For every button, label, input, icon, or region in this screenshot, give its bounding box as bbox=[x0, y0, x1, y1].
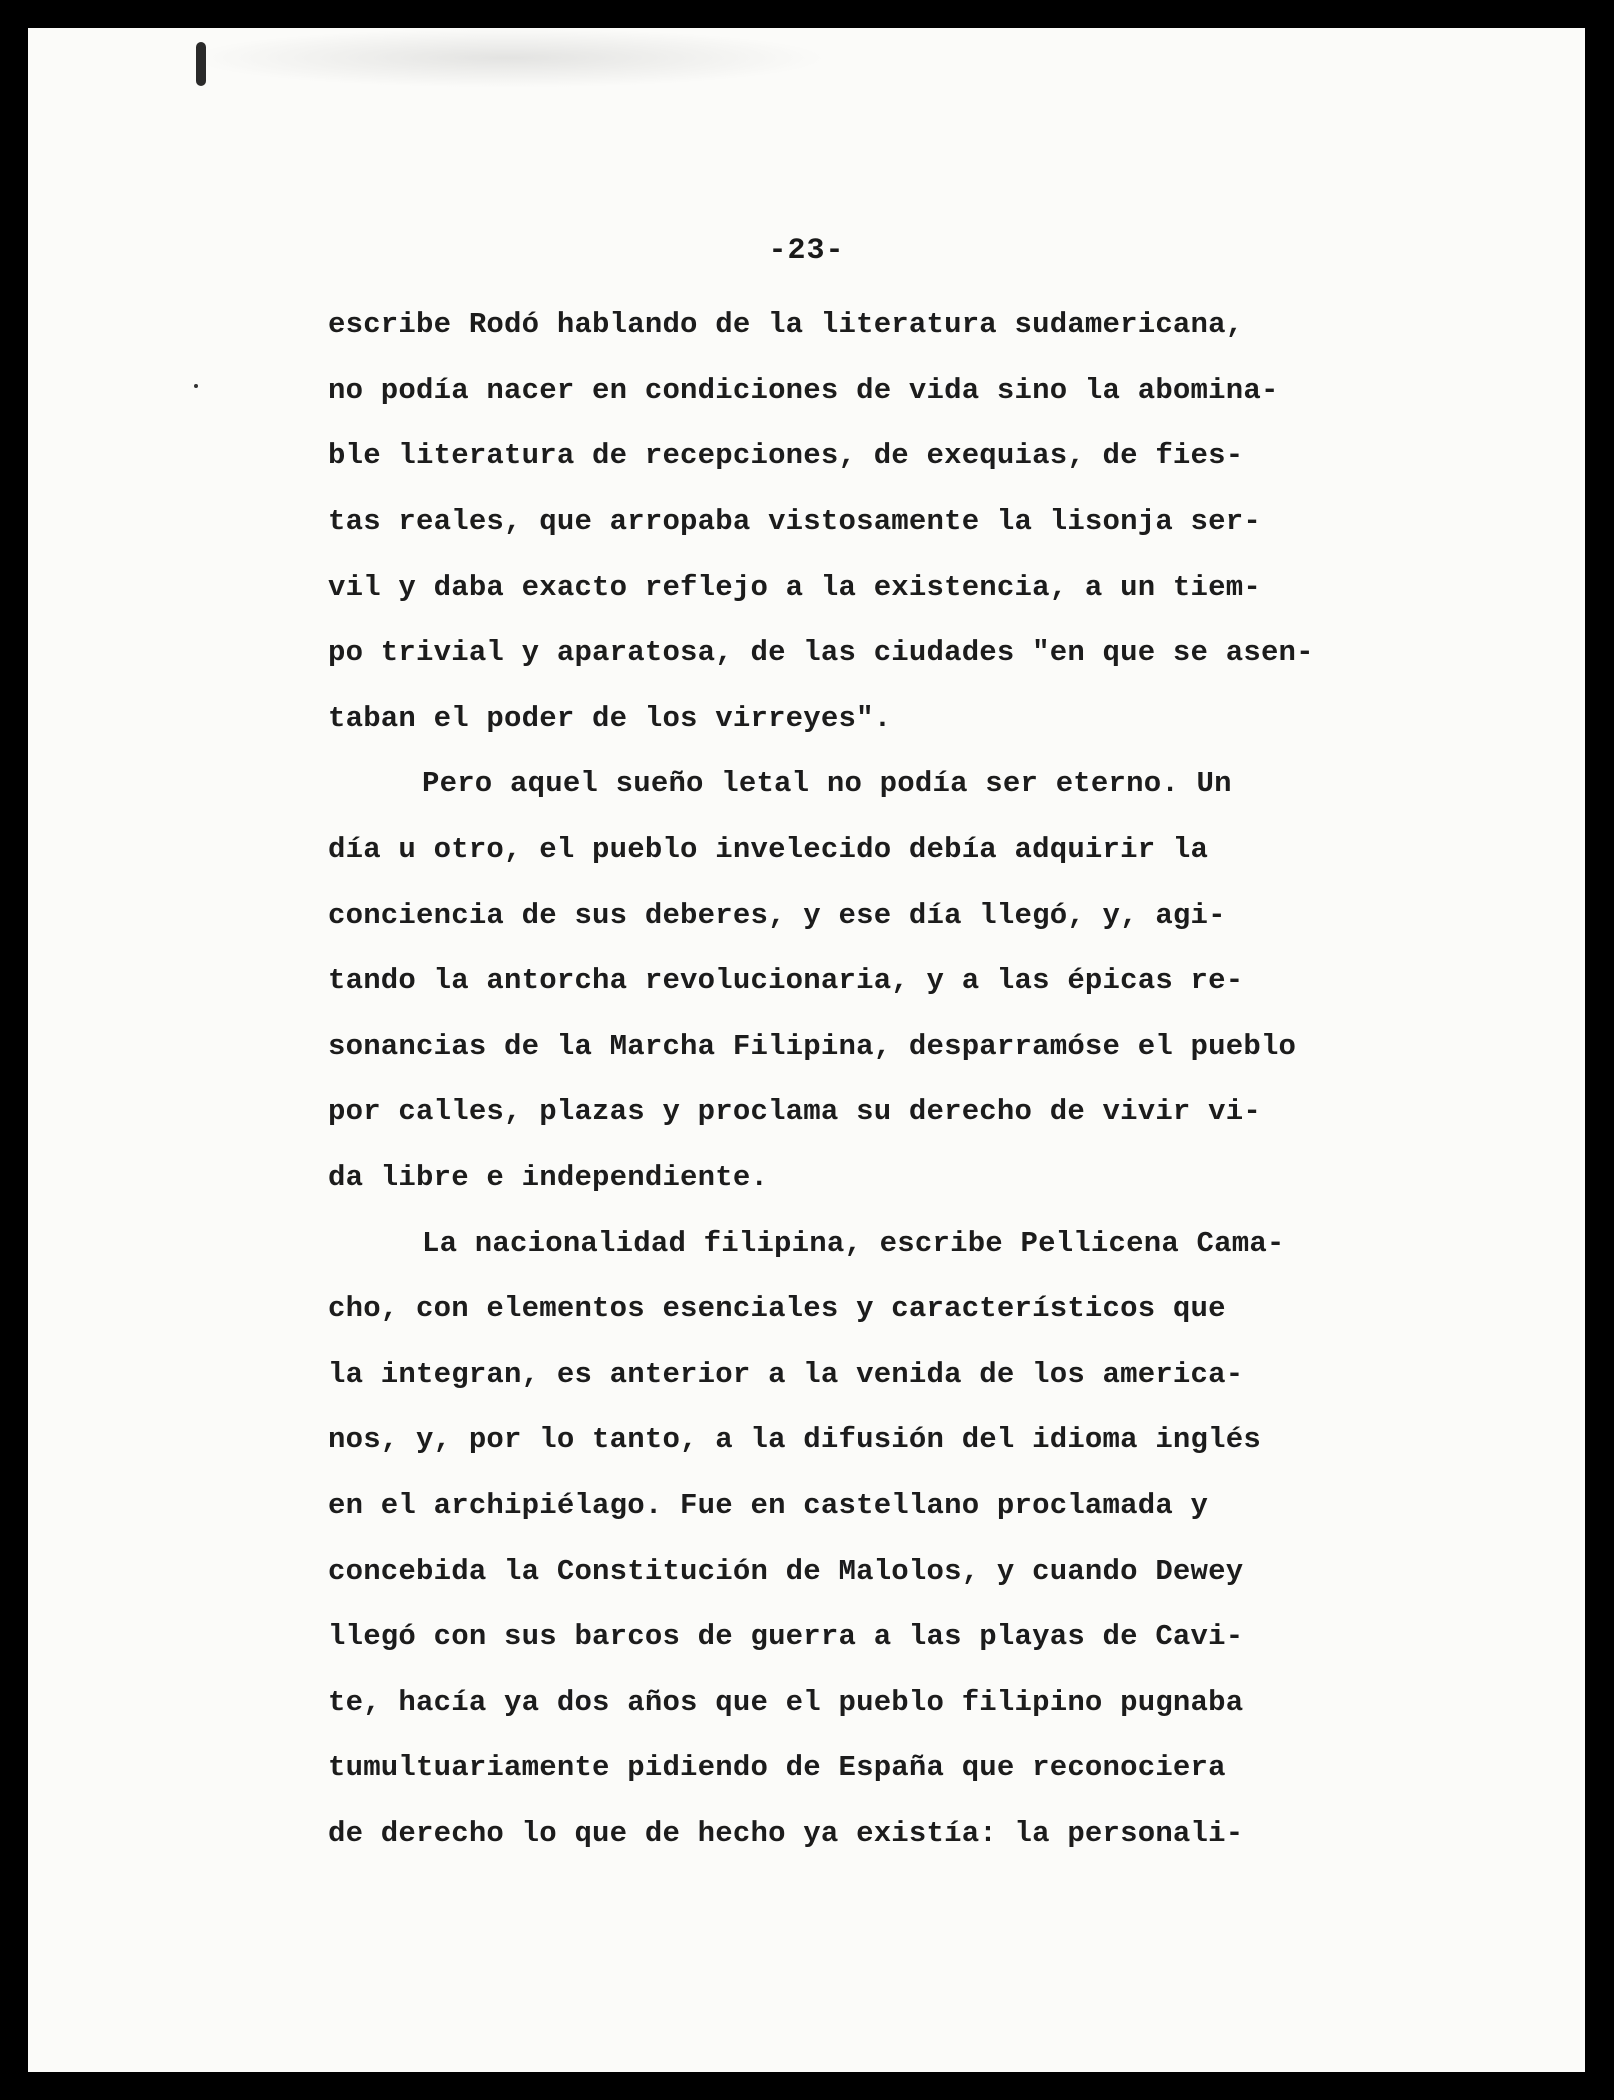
text-line: Pero aquel sueño letal no podía ser eterno. Un bbox=[422, 767, 1232, 800]
document-page bbox=[28, 28, 1585, 2072]
text-line: da libre e independiente. bbox=[328, 1161, 769, 1194]
text-line: escribe Rodó hablando de la literatura sudamericana, bbox=[328, 308, 1244, 341]
text-line: tando la antorcha revolucionaria, y a las épicas re- bbox=[328, 964, 1244, 997]
page-number: -23- bbox=[768, 234, 845, 268]
text-line: cho, con elementos esenciales y característicos que bbox=[328, 1292, 1226, 1325]
text-line: La nacionalidad filipina, escribe Pellicena Cama- bbox=[422, 1227, 1285, 1260]
text-line: ble literatura de recepciones, de exequias, de fies- bbox=[328, 439, 1244, 472]
text-line: la integran, es anterior a la venida de los america- bbox=[328, 1358, 1244, 1391]
text-line: no podía nacer en condiciones de vida sino la abomina- bbox=[328, 374, 1279, 407]
text-line: tumultuariamente pidiendo de España que reconociera bbox=[328, 1751, 1226, 1784]
text-line: en el archipiélago. Fue en castellano proclamada y bbox=[328, 1489, 1209, 1522]
text-line: por calles, plazas y proclama su derecho de vivir vi- bbox=[328, 1095, 1261, 1128]
text-line: día u otro, el pueblo invelecido debía adquirir la bbox=[328, 833, 1209, 866]
text-line: sonancias de la Marcha Filipina, desparramóse el pueblo bbox=[328, 1030, 1297, 1063]
text-line: conciencia de sus deberes, y ese día llegó, y, agi- bbox=[328, 899, 1226, 932]
text-line: vil y daba exacto reflejo a la existencia, a un tiem- bbox=[328, 571, 1261, 604]
text-line: tas reales, que arropaba vistosamente la lisonja ser- bbox=[328, 505, 1261, 538]
text-line: de derecho lo que de hecho ya existía: la personali- bbox=[328, 1817, 1244, 1850]
body-text bbox=[28, 28, 1585, 2072]
text-line: po trivial y aparatosa, de las ciudades "en que se asen- bbox=[328, 636, 1314, 669]
text-line: te, hacía ya dos años que el pueblo filipino pugnaba bbox=[328, 1686, 1244, 1719]
text-line: nos, y, por lo tanto, a la difusión del idioma inglés bbox=[328, 1423, 1261, 1456]
text-line: llegó con sus barcos de guerra a las playas de Cavi- bbox=[328, 1620, 1244, 1653]
text-line: concebida la Constitución de Malolos, y cuando Dewey bbox=[328, 1555, 1244, 1588]
text-line: taban el poder de los virreyes". bbox=[328, 702, 892, 735]
